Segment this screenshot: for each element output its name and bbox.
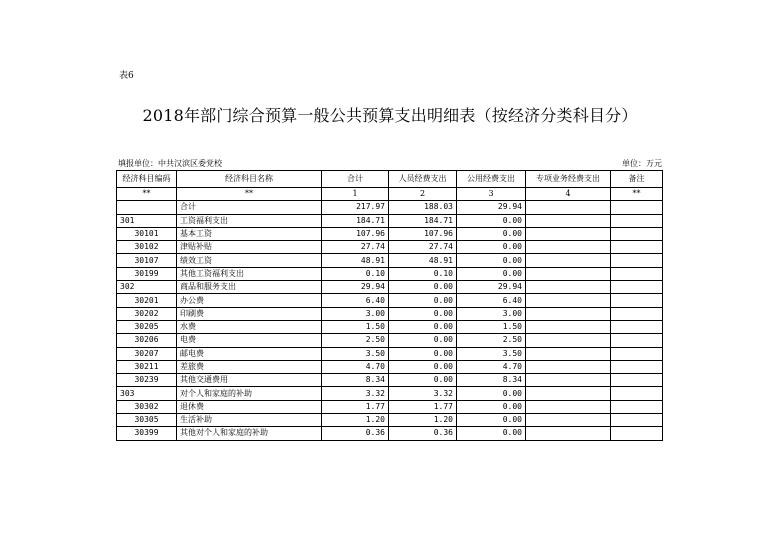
table-row — [117, 360, 663, 373]
cell-name: 绩效工资 — [177, 254, 322, 267]
cell-note — [611, 360, 663, 373]
cell-personnel: 0.00 — [389, 374, 457, 387]
header-code: 经济科目编码 — [117, 171, 177, 188]
index-cell: ** — [611, 188, 663, 201]
cell-name: 差旅费 — [177, 360, 322, 373]
cell-total: 2.50 — [322, 334, 389, 347]
cell-name: 退休费 — [177, 400, 322, 413]
cell-note — [611, 347, 663, 360]
cell-total: 4.70 — [322, 360, 389, 373]
cell-note — [611, 227, 663, 240]
cell-special — [526, 414, 611, 427]
cell-public: 0.00 — [457, 267, 526, 280]
cell-note — [611, 241, 663, 254]
header-note: 备注 — [611, 171, 663, 188]
cell-public: 0.00 — [457, 400, 526, 413]
cell-total: 48.91 — [322, 254, 389, 267]
cell-code: 30305 — [117, 414, 177, 427]
cell-total: 3.00 — [322, 307, 389, 320]
cell-total: 27.74 — [322, 241, 389, 254]
cell-code: 30202 — [117, 307, 177, 320]
table-row — [117, 241, 663, 254]
cell-total: 3.50 — [322, 347, 389, 360]
cell-special — [526, 374, 611, 387]
cell-name: 其他对个人和家庭的补助 — [177, 427, 322, 440]
cell-special — [526, 214, 611, 227]
cell-personnel: 188.03 — [389, 201, 457, 214]
table-row — [117, 227, 663, 240]
cell-special — [526, 241, 611, 254]
cell-name: 合计 — [177, 201, 322, 214]
cell-public: 0.00 — [457, 387, 526, 400]
table-row — [117, 387, 663, 400]
cell-note — [611, 307, 663, 320]
table-row — [117, 400, 663, 413]
cell-personnel: 0.36 — [389, 427, 457, 440]
cell-code: 30201 — [117, 294, 177, 307]
cell-special — [526, 320, 611, 333]
cell-name: 印刷费 — [177, 307, 322, 320]
cell-total: 0.36 — [322, 427, 389, 440]
cell-public: 4.70 — [457, 360, 526, 373]
cell-total: 1.77 — [322, 400, 389, 413]
cell-note — [611, 374, 663, 387]
cell-public: 0.00 — [457, 227, 526, 240]
currency-unit: 单位：万元 — [622, 159, 662, 168]
cell-name: 津贴补贴 — [177, 241, 322, 254]
cell-name: 其他工资福利支出 — [177, 267, 322, 280]
cell-public: 6.40 — [457, 294, 526, 307]
cell-special — [526, 334, 611, 347]
cell-name: 基本工资 — [177, 227, 322, 240]
cell-code: 30107 — [117, 254, 177, 267]
cell-public: 0.00 — [457, 254, 526, 267]
cell-personnel: 0.00 — [389, 281, 457, 294]
cell-name: 办公费 — [177, 294, 322, 307]
reporting-unit: 填报单位：中共汉滨区委党校 — [118, 159, 222, 168]
cell-code: 302 — [117, 281, 177, 294]
cell-name: 邮电费 — [177, 347, 322, 360]
cell-note — [611, 387, 663, 400]
cell-total: 1.50 — [322, 320, 389, 333]
cell-personnel: 0.00 — [389, 347, 457, 360]
cell-note — [611, 334, 663, 347]
cell-code: 30199 — [117, 267, 177, 280]
cell-total: 107.96 — [322, 227, 389, 240]
cell-total: 184.71 — [322, 214, 389, 227]
cell-public: 0.00 — [457, 214, 526, 227]
cell-note — [611, 427, 663, 440]
cell-personnel: 0.00 — [389, 294, 457, 307]
index-row — [117, 188, 663, 201]
header-name: 经济科目名称 — [177, 171, 322, 188]
cell-name: 电费 — [177, 334, 322, 347]
cell-note — [611, 294, 663, 307]
table-row — [117, 267, 663, 280]
index-cell: 3 — [457, 188, 526, 201]
cell-public: 29.94 — [457, 201, 526, 214]
index-cell: 2 — [389, 188, 457, 201]
cell-code: 30205 — [117, 320, 177, 333]
cell-special — [526, 427, 611, 440]
index-cell: 1 — [322, 188, 389, 201]
cell-code: 301 — [117, 214, 177, 227]
cell-code: 30101 — [117, 227, 177, 240]
cell-name: 水费 — [177, 320, 322, 333]
cell-special — [526, 254, 611, 267]
table-row — [117, 427, 663, 440]
cell-total: 217.97 — [322, 201, 389, 214]
index-cell: ** — [117, 188, 177, 201]
cell-personnel: 107.96 — [389, 227, 457, 240]
cell-code — [117, 201, 177, 214]
cell-code: 30211 — [117, 360, 177, 373]
cell-total: 6.40 — [322, 294, 389, 307]
cell-personnel: 184.71 — [389, 214, 457, 227]
table-row — [117, 254, 663, 267]
cell-name: 生活补助 — [177, 414, 322, 427]
table-row — [117, 347, 663, 360]
cell-public: 2.50 — [457, 334, 526, 347]
cell-note — [611, 254, 663, 267]
header-row — [117, 171, 663, 188]
cell-public: 0.00 — [457, 414, 526, 427]
cell-total: 29.94 — [322, 281, 389, 294]
cell-personnel: 0.00 — [389, 334, 457, 347]
cell-name: 商品和服务支出 — [177, 281, 322, 294]
cell-total: 8.34 — [322, 374, 389, 387]
cell-special — [526, 281, 611, 294]
cell-note — [611, 267, 663, 280]
cell-note — [611, 320, 663, 333]
index-cell: ** — [177, 188, 322, 201]
cell-special — [526, 400, 611, 413]
cell-special — [526, 227, 611, 240]
table-row — [117, 294, 663, 307]
cell-public: 8.34 — [457, 374, 526, 387]
cell-note — [611, 400, 663, 413]
cell-public: 0.00 — [457, 241, 526, 254]
table-row — [117, 201, 663, 214]
cell-name: 其他交通费用 — [177, 374, 322, 387]
table-row — [117, 307, 663, 320]
table-row — [117, 214, 663, 227]
cell-public: 3.50 — [457, 347, 526, 360]
table-row — [117, 334, 663, 347]
cell-public: 29.94 — [457, 281, 526, 294]
table-row — [117, 320, 663, 333]
header-personnel: 人员经费支出 — [389, 171, 457, 188]
cell-special — [526, 294, 611, 307]
expenditure-table — [116, 170, 663, 441]
cell-code: 30239 — [117, 374, 177, 387]
header-special: 专项业务经费支出 — [526, 171, 611, 188]
cell-personnel: 48.91 — [389, 254, 457, 267]
cell-total: 0.10 — [322, 267, 389, 280]
cell-total: 3.32 — [322, 387, 389, 400]
cell-public: 1.50 — [457, 320, 526, 333]
table-number: 表6 — [119, 71, 134, 81]
header-total: 合计 — [322, 171, 389, 188]
cell-code: 303 — [117, 387, 177, 400]
cell-personnel: 0.10 — [389, 267, 457, 280]
table-row — [117, 414, 663, 427]
cell-code: 30206 — [117, 334, 177, 347]
cell-personnel: 1.20 — [389, 414, 457, 427]
header-public: 公用经费支出 — [457, 171, 526, 188]
cell-personnel: 27.74 — [389, 241, 457, 254]
cell-special — [526, 307, 611, 320]
cell-personnel: 1.77 — [389, 400, 457, 413]
table-row — [117, 281, 663, 294]
cell-code: 30102 — [117, 241, 177, 254]
cell-personnel: 3.32 — [389, 387, 457, 400]
index-cell: 4 — [526, 188, 611, 201]
cell-special — [526, 201, 611, 214]
cell-note — [611, 214, 663, 227]
cell-note — [611, 281, 663, 294]
cell-personnel: 0.00 — [389, 320, 457, 333]
cell-name: 对个人和家庭的补助 — [177, 387, 322, 400]
cell-code: 30302 — [117, 400, 177, 413]
cell-personnel: 0.00 — [389, 307, 457, 320]
table-row — [117, 374, 663, 387]
cell-public: 0.00 — [457, 427, 526, 440]
cell-public: 3.00 — [457, 307, 526, 320]
cell-personnel: 0.00 — [389, 360, 457, 373]
cell-special — [526, 360, 611, 373]
document-title: 2018年部门综合预算一般公共预算支出明细表（按经济分类科目分） — [142, 106, 638, 125]
cell-name: 工资福利支出 — [177, 214, 322, 227]
cell-total: 1.20 — [322, 414, 389, 427]
cell-note — [611, 414, 663, 427]
cell-special — [526, 267, 611, 280]
cell-code: 30399 — [117, 427, 177, 440]
cell-special — [526, 387, 611, 400]
cell-note — [611, 201, 663, 214]
cell-special — [526, 347, 611, 360]
cell-code: 30207 — [117, 347, 177, 360]
